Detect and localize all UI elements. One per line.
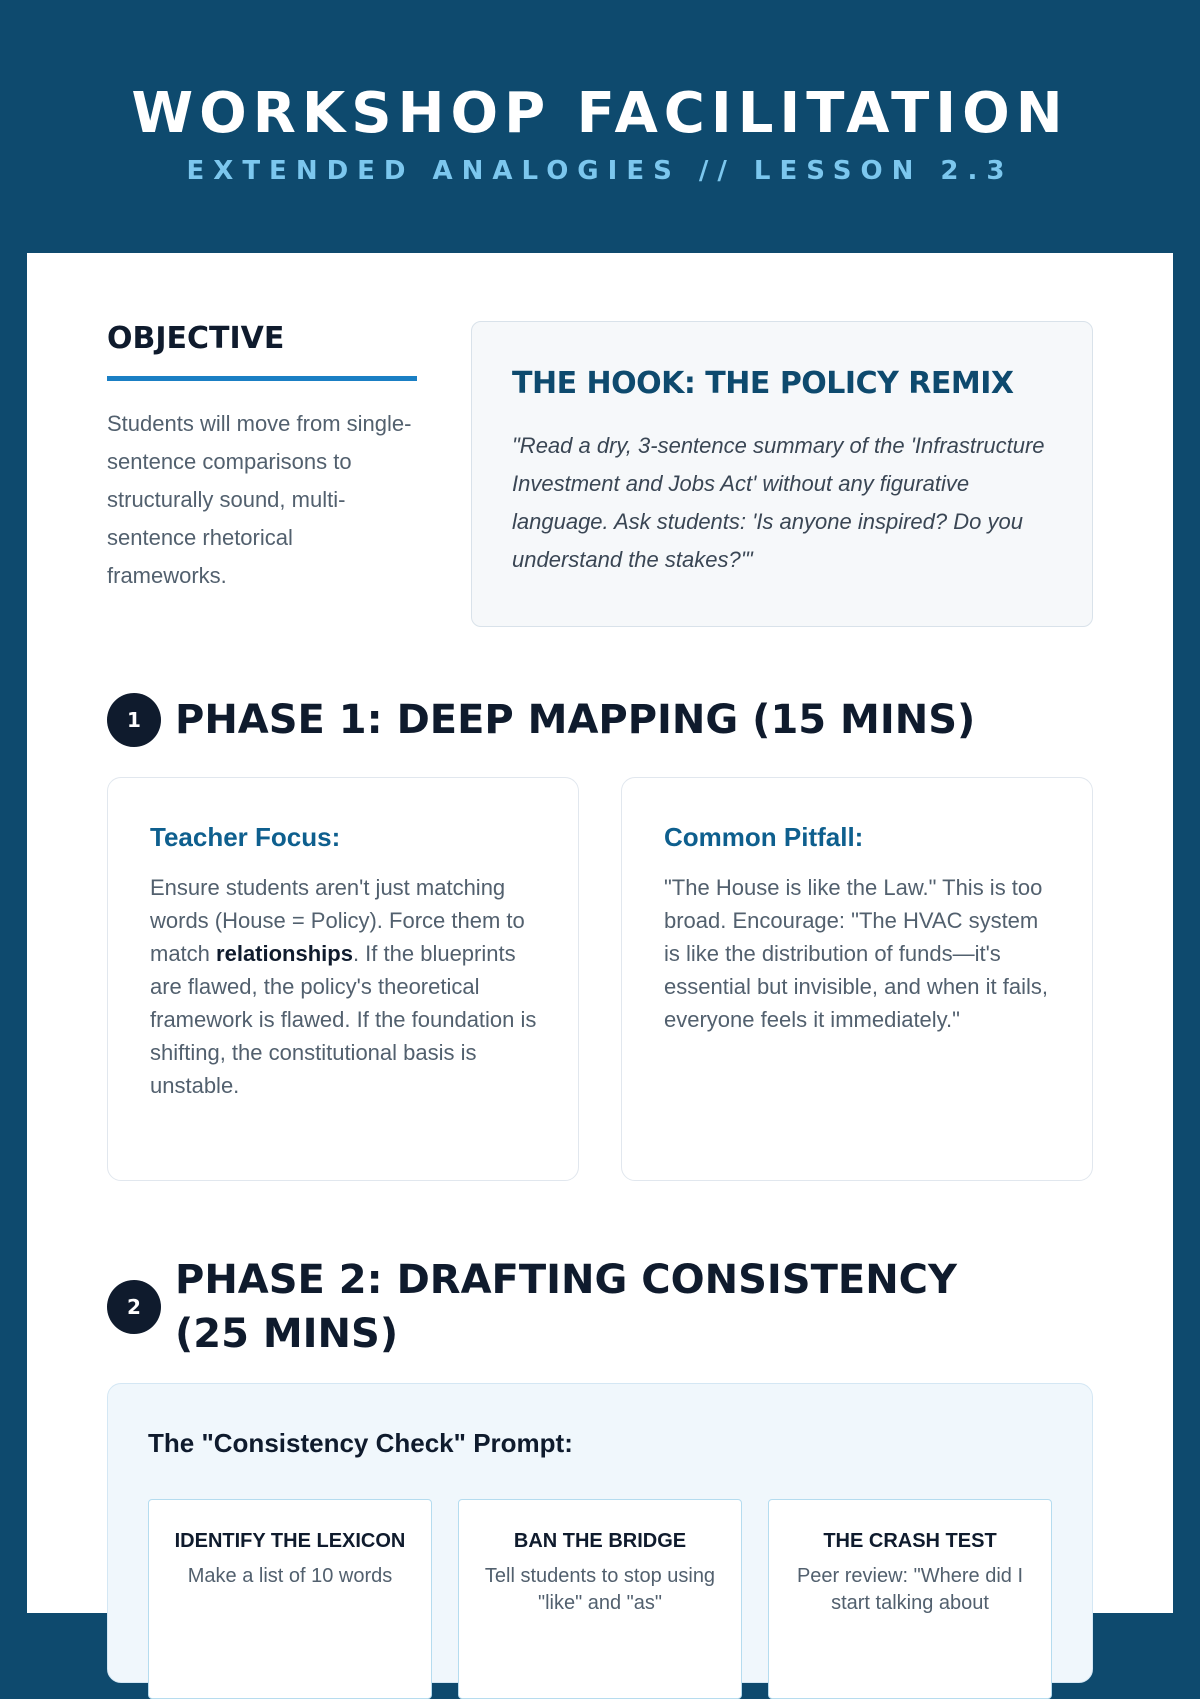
consistency-check-panel	[107, 1383, 1093, 1683]
hook-heading: THE HOOK: THE POLICY REMIX	[512, 366, 1014, 401]
hook-panel	[471, 321, 1093, 627]
phase-1-number-badge: 1	[107, 693, 161, 747]
step-title: BAN THE BRIDGE	[513, 1530, 687, 1552]
consistency-steps	[148, 1499, 1052, 1699]
teacher-focus-heading: Teacher Focus:	[150, 822, 341, 852]
phase-2-title: PHASE 2: DRAFTING CONSISTENCY (25 MINS)	[175, 1257, 957, 1357]
step-card-crash-test	[768, 1499, 1052, 1699]
phase-1-header	[107, 693, 975, 747]
objective-heading: OBJECTIVE	[107, 321, 285, 356]
step-text: Peer review: "Where did I start talking about	[796, 1565, 1024, 1614]
page-title: WORKSHOP FACILITATION	[131, 81, 1069, 146]
teacher-focus-box	[107, 777, 579, 1181]
common-pitfall-heading: Common Pitfall:	[664, 822, 864, 852]
phase-2-number-badge: 2	[107, 1280, 161, 1334]
step-title: THE CRASH TEST	[823, 1530, 997, 1552]
consistency-check-heading: The "Consistency Check" Prompt:	[148, 1428, 573, 1458]
page-header	[0, 0, 1200, 253]
page-subtitle: EXTENDED ANALOGIES // LESSON 2.3	[186, 156, 1014, 186]
objective-divider	[107, 376, 417, 381]
phase-1-title: PHASE 1: DEEP MAPPING (15 MINS)	[175, 697, 976, 743]
objective-section	[107, 321, 417, 595]
step-card-ban-bridge	[458, 1499, 742, 1699]
common-pitfall-box	[621, 777, 1093, 1181]
objective-text: Students will move from single-sentence comparisons to structurally sound, multi-sentence rhetorical frameworks.	[107, 411, 412, 588]
phase-2-header	[107, 1253, 1007, 1361]
lesson-card	[27, 253, 1173, 1613]
step-text: Make a list of 10 words	[187, 1565, 393, 1587]
teacher-focus-emphasis: relationships	[216, 941, 353, 966]
step-title: IDENTIFY THE LEXICON	[174, 1530, 406, 1552]
teacher-focus-text: Ensure students aren't just matching words (House = Policy). Force them to match relationships. If the blueprints are flawed, the policy's theoretical framework is flawed. If the foundation is shifting, the constitutional basis is unstable.	[150, 875, 537, 1098]
common-pitfall-text: "The House is like the Law." This is too broad. Encourage: "The HVAC system is like the distribution of funds—it's essential but invisible, and when it fails, everyone feels it immediately."	[664, 875, 1048, 1032]
step-card-identify-lexicon	[148, 1499, 432, 1699]
hook-quote: "Read a dry, 3-sentence summary of the 'Infrastructure Investment and Jobs Act' without any figurative language. Ask students: 'Is anyone inspired? Do you understand the stakes?'"	[512, 433, 1045, 572]
step-text: Tell students to stop using "like" and "as"	[484, 1565, 716, 1614]
